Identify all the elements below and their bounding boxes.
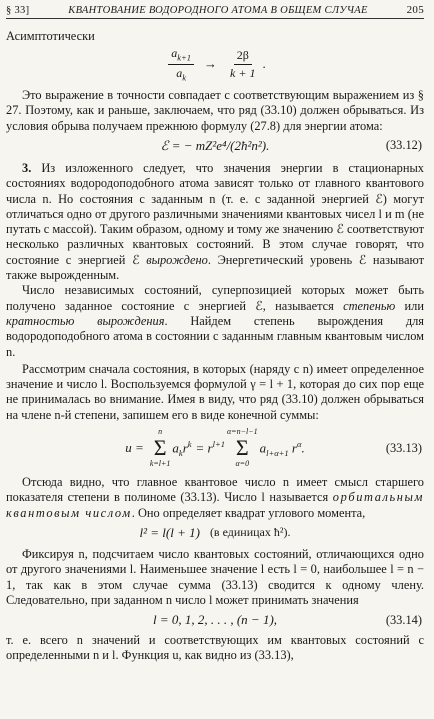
paragraph-2: 3. Из изложенного следует, что значения энергии в стационарных состояниях водородоподобного атома зависят только от главного квантового числа n. Но состояния с заданным n (т. е. с заданной энергией ℰ) могут отличаться одно от другого различными значениями квантовых чисел l и m (не путать с массой). Таким образом, одному и тому же значению ℰ соответствуют несколько различных квантовых состояний. В этом случае говорят, что состояние с энергией ℰ вырождено. Энергетический уровень ℰ называют также вырожденным. (6, 160, 424, 283)
equation-number: (33.13) (385, 440, 422, 455)
fraction-right: $\frac{2\beta}{k + 1}$ (230, 47, 256, 80)
equation-number: (33.12) (385, 138, 422, 153)
running-header (6, 4, 424, 19)
header-page-number: 205 (406, 4, 424, 16)
equation-33-12: ℰ = − mZ²e⁴/(2ħ²n²). (33.12) (160, 137, 422, 153)
paragraph-3: Число независимых состояний, суперпозицией которых может быть получено заданное состояние с энергией ℰ, называется степенью или кратностью вырождения. Найдем степень вырождения для водородоподобного атома в состоянии с заданным главным квантовым числом n. (6, 283, 425, 359)
equation-l-squared: l² = l(l + 1) (в единицах ħ²). (139, 524, 291, 540)
paragraph-1: Это выражение в точности совпадает с соответствующим выражением из § 27. Поэтому, как и раньше, заключаем, что ряд (33.10) должен обрываться. Из условия обрыва получаем прежнюю формулу (27.8) для энергии атома: (6, 88, 424, 133)
sum-symbol-2: α=n−l−1 Σ α=0 (226, 427, 258, 469)
paragraph-6: Фиксируя n, подсчитаем число квантовых состояний, отличающихся одно от другого значениями l. Наименьшее значение l есть l = 0, наибольшее l = n − 1, так как в этом случае сумма (33.13) сводится к одному члену. Следовательно, при заданном n число l может принимать значения (6, 546, 424, 607)
sum-symbol-1: n Σ k=l+1 (149, 427, 171, 469)
paragraph-7: т. е. всего n значений и соответствующих им квантовых состояний с определенными n и l. Функция u, как видно из (33.13), (6, 633, 424, 663)
equation-33-14: l = 0, 1, 2, . . . , (n − 1), (33.14) (152, 612, 422, 628)
paragraph-asymptotic: Асимптотически (6, 29, 95, 43)
paragraph-5: Отсюда видно, что главное квантовое число n имеет смысл старшего показателя степени в полиноме (33.13). Число l называется орбитальным квантовым числом. Оно определяет квадрат углового момента, (6, 475, 424, 520)
paragraph-4: Рассмотрим сначала состояния, в которых (наряду с n) имеет определенное значение и число l. Воспользуемся формулой γ = l + 1, которая до сих пор еще не принималась во внимание. Имея в виду, что ряд (33.10) должен обрываться на члене n-й степени, запишем его в виде конечной суммы: (6, 361, 424, 422)
arrow-symbol: → (204, 56, 218, 72)
header-section: § 33] (6, 5, 30, 16)
equation-33-13: u = n Σ k=l+1 $a_kr^k$ = $r^{l+1}$ α=n−l−1 Σ α=0 $a_{l+\alpha+1}$ $r^\alpha$. (33.13) (125, 427, 422, 469)
equation-ratio: $\frac{a_{k+1}}{a_k}$ → $\frac{2\beta}{k + 1}$ . (6, 46, 424, 82)
equation-number: (33.14) (385, 612, 422, 627)
header-title: КВАНТОВАНИЕ ВОДОРОДНОГО АТОМА В ОБЩЕМ СЛУЧАЕ (68, 5, 368, 16)
fraction-left: $\frac{a_{k+1}}{a_k}$ (168, 46, 194, 82)
